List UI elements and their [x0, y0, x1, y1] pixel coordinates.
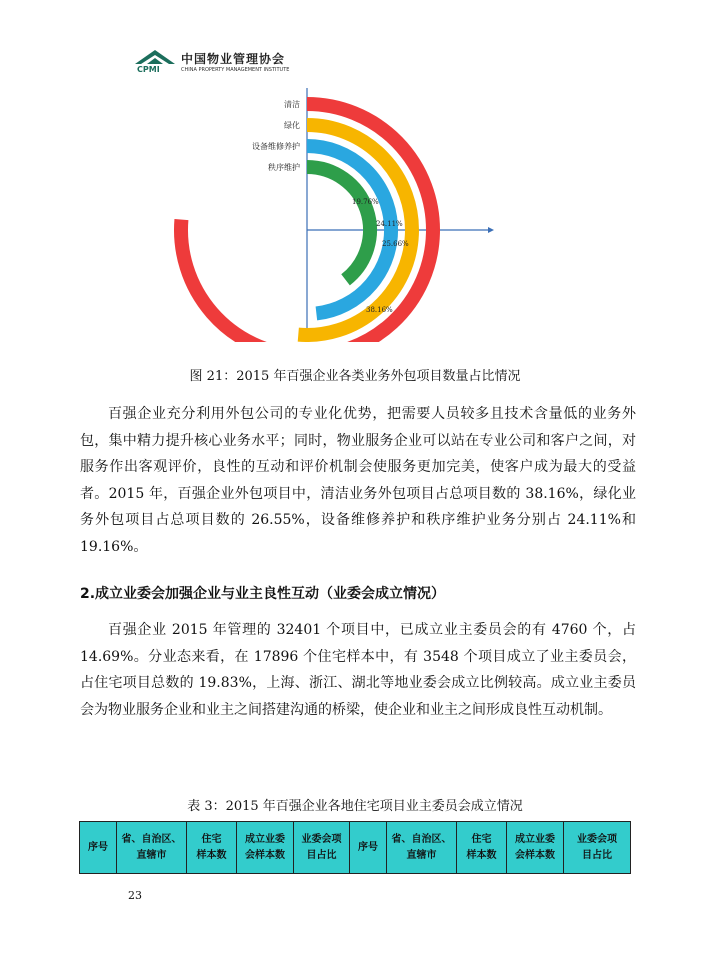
logo-abbreviation: CPMI [137, 65, 160, 74]
section-heading: 2.成立业委会加强企业与业主良性互动（业委会成立情况） [80, 586, 446, 602]
header-province: 省、自治区、 直辖市 [387, 822, 457, 874]
legend-label: 清洁 [284, 100, 300, 109]
value-label: 25.66% [382, 240, 409, 248]
table-caption: 表 3：2015 年百强企业各地住宅项目业主委员会成立情况 [187, 799, 523, 814]
legend-label: 绿化 [284, 121, 300, 130]
header-seq: 序号 [80, 822, 117, 874]
owners-committee-table [79, 821, 631, 874]
paragraph-outsourcing: 百强企业充分利用外包公司的专业化优势，把需要人员较多且技术含量低的业务外包，集中精力提升核心业务水平；同时，物业服务企业可以站在专业公司和客户之间，对服务作出客观评价，良性的互动和评价机制会使服务更加完美，使客户成为最大的受益者。2015 年，百强企业外包项目中，清洁业务外包项目占总项目数的 38.16%，绿化业务外包项目占总项目数的 26.55%，设备维修养护和秩序维护业务分别占 24.11%和 19.16%。 [80, 406, 636, 555]
figure-caption: 图 21：2015 年百强企业各类业务外包项目数量占比情况 [189, 369, 521, 384]
legend-label: 设备维修养护 [252, 142, 300, 151]
paragraph-owners-committee: 百强企业 2015 年管理的 32401 个项目中，已成立业主委员会的有 4760 个，占 14.69%。分业态来看，在 17896 个住宅样本中，有 3548 个项目成立了业主委员会，占住宅项目总数的 19.83%，上海、浙江、湖北等地业委会成立比例较高。成立业主委员会为物业服务企业和业主之间搭建沟通的桥梁，使企业和业主之间形成良性互动机制。 [80, 622, 636, 718]
value-label: 38.16% [366, 306, 393, 314]
page-number: 23 [128, 889, 142, 902]
header-committee-ratio: 业委会项 目占比 [564, 822, 631, 874]
header-seq: 序号 [350, 822, 387, 874]
logo-name-cn: 中国物业管理协会 [181, 52, 286, 66]
cpmi-logo [133, 48, 333, 80]
header-province: 省、自治区、 直辖市 [117, 822, 187, 874]
legend-label: 秩序维护 [268, 163, 300, 172]
header-residential-samples: 住宅 样本数 [187, 822, 237, 874]
logo-name-en: CHINA PROPERTY MANAGEMENT INSTITUTE [181, 67, 290, 73]
value-label: 19.76% [352, 198, 379, 206]
value-label: 24.11% [376, 220, 403, 228]
chart-legend [252, 99, 300, 172]
header-committee-ratio: 业委会项 目占比 [294, 822, 350, 874]
header-residential-samples: 住宅 样本数 [457, 822, 507, 874]
table-header-row [80, 822, 631, 874]
outsourcing-radial-chart [0, 80, 710, 342]
x-axis-arrow [488, 227, 494, 233]
arc-4 [307, 167, 370, 280]
header-committee-samples: 成立业委 会样本数 [507, 822, 564, 874]
header-committee-samples: 成立业委 会样本数 [237, 822, 294, 874]
